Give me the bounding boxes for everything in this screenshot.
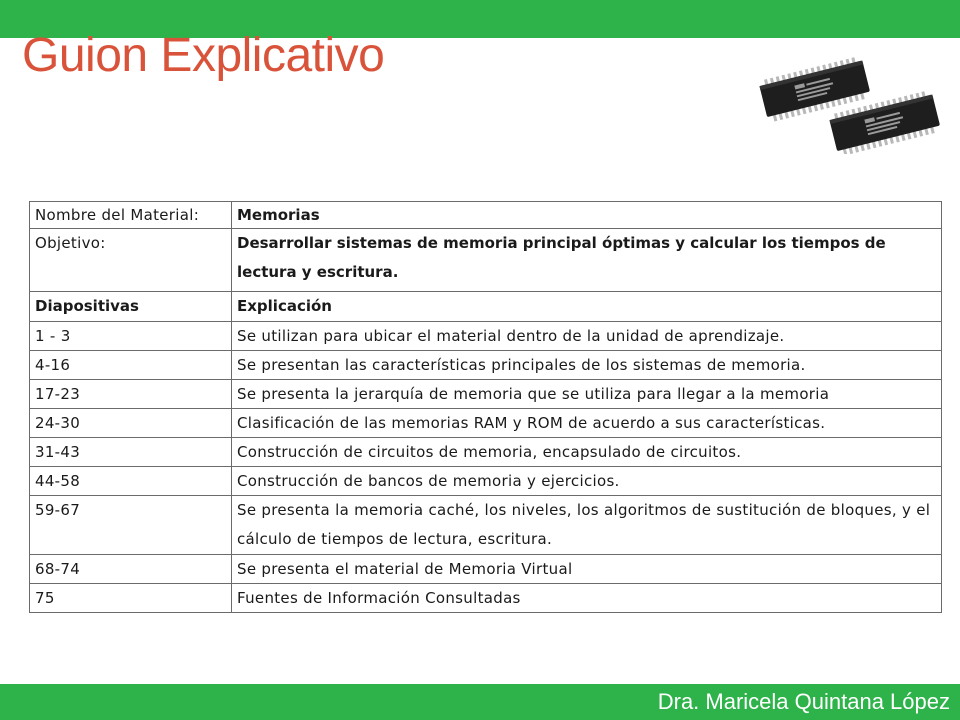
explanation-cell: Se presenta la jerarquía de memoria que se utiliza para llegar a la memoria: [232, 380, 942, 409]
material-label: Nombre del Material:: [30, 202, 232, 229]
slides-cell: 59-67: [30, 496, 232, 555]
column-header-slides: Diapositivas: [30, 292, 232, 322]
explanation-cell: Clasificación de las memorias RAM y ROM de acuerdo a sus características.: [232, 409, 942, 438]
explanation-cell: Construcción de circuitos de memoria, encapsulado de circuitos.: [232, 438, 942, 467]
table-row: [30, 467, 942, 496]
material-value: Memorias: [232, 202, 942, 229]
explanation-cell: Fuentes de Información Consultadas: [232, 584, 942, 613]
explanation-cell: Se presenta la memoria caché, los niveles, los algoritmos de sustitución de bloques, y el cálculo de tiempos de lectura, escritura.: [232, 496, 942, 555]
slides-cell: 4-16: [30, 351, 232, 380]
objective-value: Desarrollar sistemas de memoria principal óptimas y calcular los tiempos de lectura y escritura.: [232, 229, 942, 292]
column-header-explanation: Explicación: [232, 292, 942, 322]
explanation-cell: Se utilizan para ubicar el material dentro de la unidad de aprendizaje.: [232, 322, 942, 351]
table-row: [30, 555, 942, 584]
slides-cell: 1 - 3: [30, 322, 232, 351]
content-table: [29, 201, 942, 613]
slides-cell: 75: [30, 584, 232, 613]
explanation-cell: Construcción de bancos de memoria y ejercicios.: [232, 467, 942, 496]
explanation-cell: Se presentan las características principales de los sistemas de memoria.: [232, 351, 942, 380]
table-row: [30, 380, 942, 409]
objective-row: [30, 229, 942, 292]
table-row: [30, 351, 942, 380]
material-row: [30, 202, 942, 229]
slides-cell: 31-43: [30, 438, 232, 467]
memory-chips-image: [756, 48, 954, 154]
slides-cell: 24-30: [30, 409, 232, 438]
slides-cell: 17-23: [30, 380, 232, 409]
footer-author: Dra. Maricela Quintana López: [657, 689, 950, 714]
objective-label: Objetivo:: [30, 229, 232, 292]
table-row: [30, 496, 942, 555]
table-header-row: [30, 292, 942, 322]
slide-title: Guion Explicativo: [22, 29, 385, 82]
explanation-cell: Se presenta el material de Memoria Virtual: [232, 555, 942, 584]
table-row: [30, 409, 942, 438]
table-row: [30, 438, 942, 467]
slides-cell: 44-58: [30, 467, 232, 496]
table-row: [30, 584, 942, 613]
table-row: [30, 322, 942, 351]
slides-cell: 68-74: [30, 555, 232, 584]
